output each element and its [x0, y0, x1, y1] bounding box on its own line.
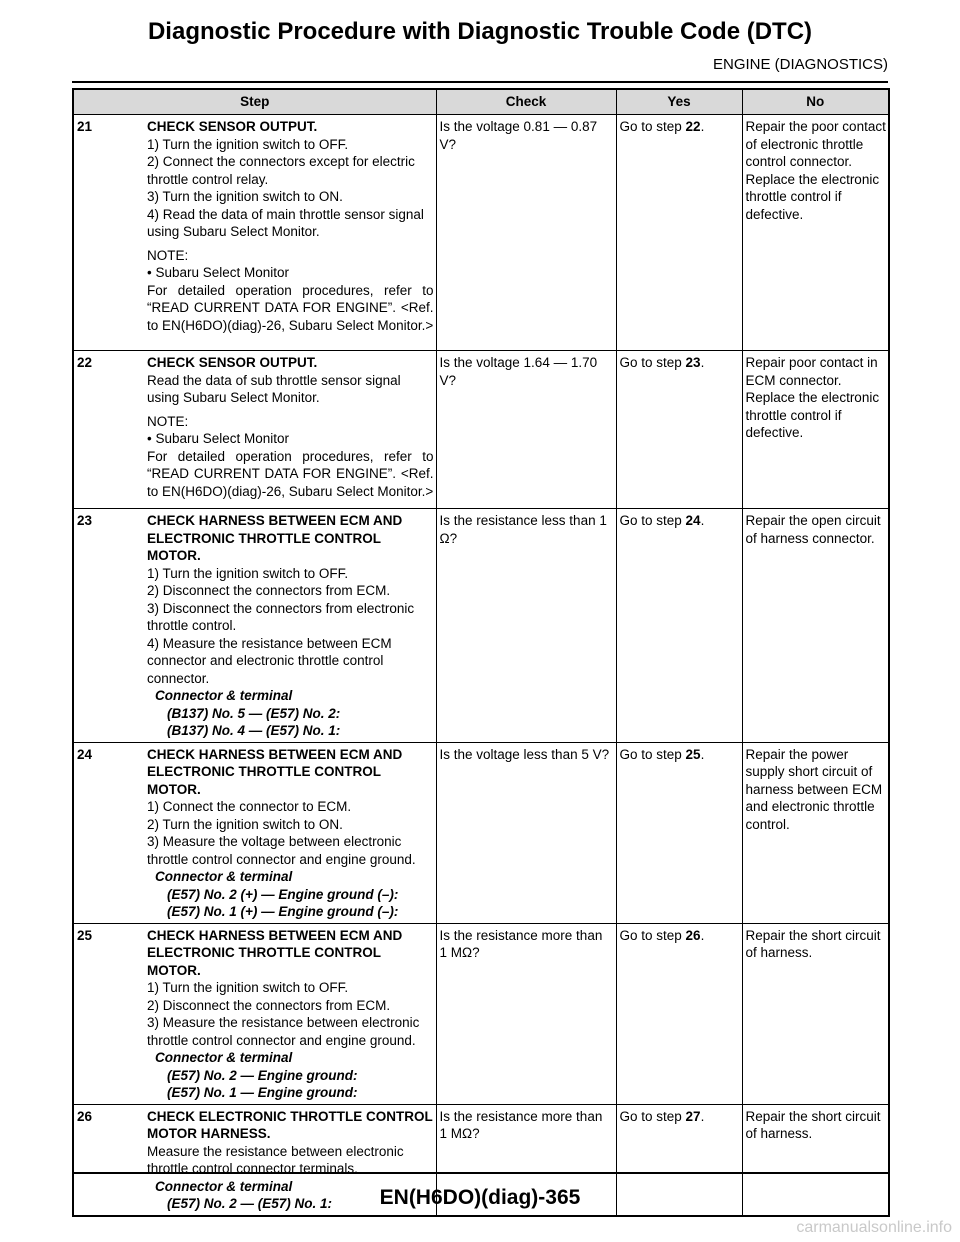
step-cell: [73, 115, 436, 351]
yes-suffix: .: [700, 1108, 705, 1124]
step-number: 21: [77, 119, 93, 134]
step-line: 1) Turn the ignition switch to OFF.: [147, 136, 349, 152]
yes-prefix: Go to step: [619, 1108, 686, 1124]
step-line: 3) Disconnect the connectors from electronic throttle control.: [147, 600, 415, 633]
yes-step: 26: [685, 927, 701, 943]
step-title: CHECK HARNESS BETWEEN ECM AND ELECTRONIC THROTTLE CONTROL MOTOR.: [147, 927, 403, 978]
yes-suffix: .: [700, 119, 705, 134]
note-text: For detailed operation procedures, refer to “READ CURRENT DATA FOR ENGINE”. <Ref. to EN(H6DO)(diag)-26, Subaru Select Monitor.>: [147, 282, 434, 333]
note-bullet: • Subaru Select Monitor: [147, 265, 290, 280]
yes-cell: [616, 115, 742, 351]
step-title: CHECK ELECTRONIC THROTTLE CONTROL MOTOR HARNESS.: [147, 1108, 433, 1141]
footer-rule: [72, 1172, 888, 1174]
connector-value: (E57) No. 1 (+) — Engine ground (–):: [167, 904, 399, 919]
no-cell: Repair the short circuit of harness.: [742, 1104, 889, 1216]
table-row: [73, 742, 889, 923]
step-cell: [73, 923, 436, 1104]
column-header-check: Check: [436, 89, 616, 115]
step-number: 24: [77, 746, 93, 762]
step-number: 26: [77, 1108, 93, 1124]
step-line: Measure the resistance between electronic throttle control connector terminals.: [147, 1143, 404, 1176]
yes-step: 23: [685, 355, 701, 370]
table-row: [73, 509, 889, 743]
yes-step: 24: [685, 513, 701, 528]
step-line: 3) Measure the resistance between electronic throttle control connector and engine ground.: [147, 1015, 420, 1048]
yes-cell: [616, 351, 742, 509]
step-title: CHECK SENSOR OUTPUT.: [147, 119, 318, 134]
step-title: CHECK SENSOR OUTPUT.: [147, 355, 318, 370]
step-cell: [73, 509, 436, 743]
yes-step: 27: [685, 1108, 701, 1124]
check-cell: Is the voltage less than 5 V?: [436, 742, 616, 923]
header-rule: [72, 81, 888, 83]
yes-prefix: Go to step: [619, 355, 686, 370]
watermark: carmanualsonline.info: [796, 1219, 952, 1236]
yes-suffix: .: [700, 746, 705, 762]
yes-step: 22: [685, 119, 701, 134]
no-cell: Repair the short circuit of harness.: [742, 923, 889, 1104]
step-number: 23: [77, 513, 93, 528]
yes-suffix: .: [700, 927, 705, 943]
step-line: 2) Turn the ignition switch to ON.: [147, 816, 343, 832]
connector-title: Connector & terminal: [155, 1050, 293, 1065]
step-line: 2) Disconnect the connectors from ECM.: [147, 997, 391, 1013]
column-header-step: Step: [73, 89, 436, 115]
yes-step: 25: [685, 746, 701, 762]
connector-value: (B137) No. 4 — (E57) No. 1:: [167, 723, 341, 738]
connector-title: Connector & terminal: [155, 1178, 293, 1194]
step-line: 1) Turn the ignition switch to OFF.: [147, 565, 349, 581]
table-row: [73, 115, 889, 351]
yes-cell: [616, 509, 742, 743]
no-cell: Repair the poor contact of electronic throttle control connector. Replace the electronic throttle control if defective.: [742, 115, 889, 351]
column-header-no: No: [742, 89, 889, 115]
no-cell: Repair the open circuit of harness connector.: [742, 509, 889, 743]
connector-value: (E57) No. 2 — (E57) No. 1:: [167, 1196, 333, 1211]
page-title: Diagnostic Procedure with Diagnostic Trouble Code (DTC): [147, 18, 813, 45]
step-line: 2) Disconnect the connectors from ECM.: [147, 583, 391, 598]
step-number: 25: [77, 927, 93, 943]
step-line: 3) Turn the ignition switch to ON.: [147, 189, 343, 204]
step-title: CHECK HARNESS BETWEEN ECM AND ELECTRONIC THROTTLE CONTROL MOTOR.: [147, 513, 403, 563]
note-text: For detailed operation procedures, refer to “READ CURRENT DATA FOR ENGINE”. <Ref. to EN(H6DO)(diag)-26, Subaru Select Monitor.>: [147, 448, 434, 499]
check-cell: Is the resistance less than 1 Ω?: [436, 509, 616, 743]
connector-value: (E57) No. 2 — Engine ground:: [167, 1067, 358, 1083]
yes-suffix: .: [700, 355, 705, 370]
note-bullet: • Subaru Select Monitor: [147, 431, 290, 446]
step-cell: [73, 742, 436, 923]
yes-prefix: Go to step: [619, 927, 686, 943]
connector-title: Connector & terminal: [155, 688, 293, 703]
step-cell: [73, 351, 436, 509]
step-line: 2) Connect the connectors except for electric throttle control relay.: [147, 154, 415, 187]
connector-value: (B137) No. 5 — (E57) No. 2:: [167, 705, 341, 721]
table-row: [73, 923, 889, 1104]
connector-title: Connector & terminal: [155, 869, 293, 884]
check-cell: Is the voltage 0.81 — 0.87 V?: [436, 115, 616, 351]
step-line: 1) Turn the ignition switch to OFF.: [147, 980, 349, 995]
step-number: 22: [77, 355, 93, 370]
step-line: Read the data of sub throttle sensor signal using Subaru Select Monitor.: [147, 372, 401, 405]
yes-prefix: Go to step: [619, 746, 686, 762]
yes-suffix: .: [700, 513, 705, 528]
connector-value: (E57) No. 2 (+) — Engine ground (–):: [167, 886, 399, 902]
check-cell: Is the resistance more than 1 MΩ?: [436, 923, 616, 1104]
step-line: 1) Connect the connector to ECM.: [147, 799, 352, 814]
step-line: 4) Read the data of main throttle sensor signal using Subaru Select Monitor.: [147, 206, 424, 239]
no-cell: Repair poor contact in ECM connector. Replace the electronic throttle control if defective.: [742, 351, 889, 509]
check-cell: Is the resistance more than 1 MΩ?: [436, 1104, 616, 1216]
table-header-row: [73, 89, 889, 115]
table-row: [73, 351, 889, 509]
step-line: 3) Measure the voltage between electronic throttle control connector and engine ground.: [147, 834, 416, 867]
column-header-yes: Yes: [616, 89, 742, 115]
yes-prefix: Go to step: [619, 119, 686, 134]
yes-cell: [616, 742, 742, 923]
connector-value: (E57) No. 1 — Engine ground:: [167, 1085, 358, 1100]
diagnostic-table: [72, 88, 890, 1217]
no-cell: Repair the power supply short circuit of harness between ECM and electronic throttle control.: [742, 742, 889, 923]
note-label: NOTE:: [147, 247, 189, 263]
note-label: NOTE:: [147, 413, 189, 429]
page-footer: EN(H6DO)(diag)-365: [379, 1186, 581, 1209]
yes-cell: [616, 923, 742, 1104]
yes-prefix: Go to step: [619, 513, 686, 528]
check-cell: Is the voltage 1.64 — 1.70 V?: [436, 351, 616, 509]
step-title: CHECK HARNESS BETWEEN ECM AND ELECTRONIC THROTTLE CONTROL MOTOR.: [147, 746, 403, 797]
step-line: 4) Measure the resistance between ECM connector and electronic throttle control connector.: [147, 635, 392, 686]
section-label: ENGINE (DIAGNOSTICS): [712, 56, 888, 73]
